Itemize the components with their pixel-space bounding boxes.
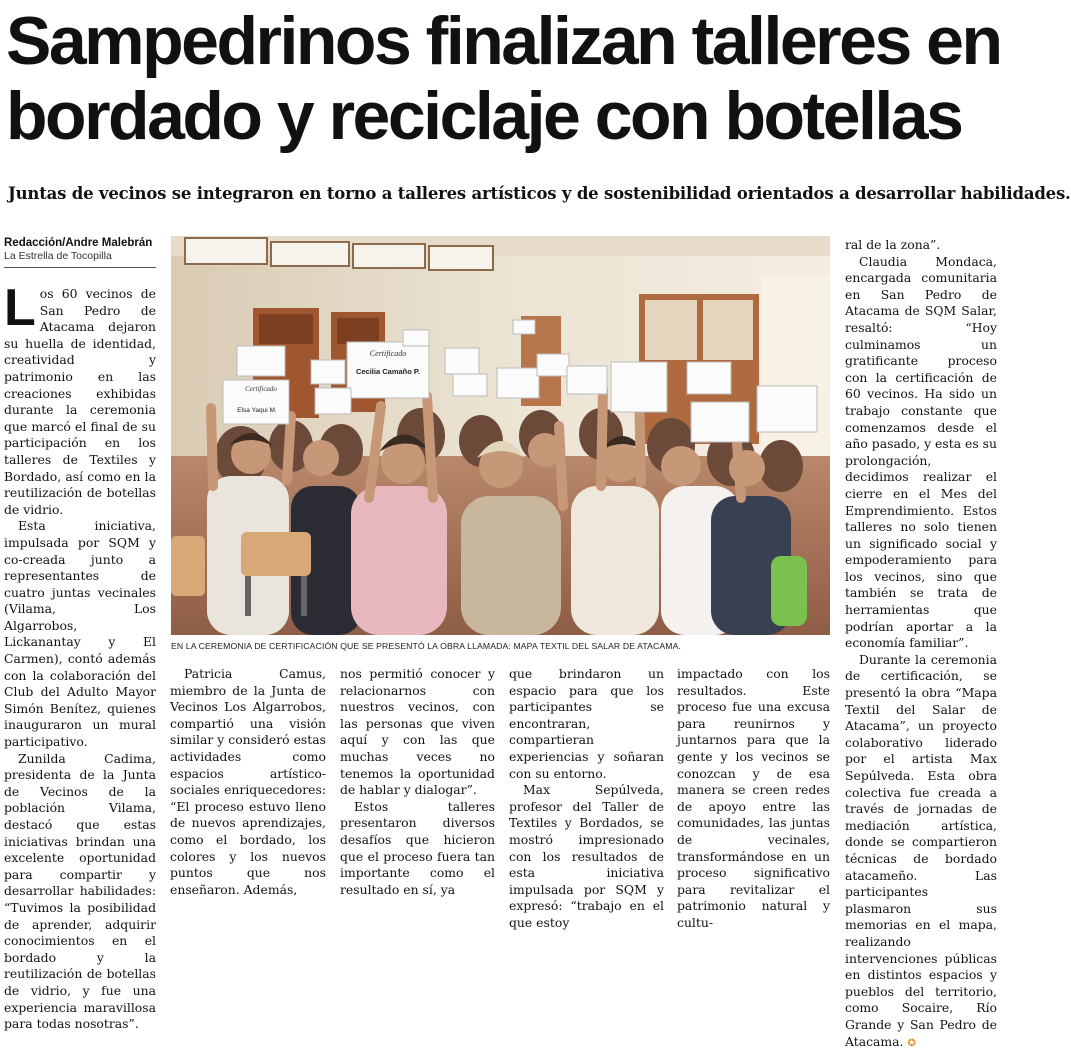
svg-text:Elsa Yaqui M.: Elsa Yaqui M. [237,407,277,414]
svg-text:Certificado: Certificado [245,385,277,393]
article-paragraph: Patricia Camus, miembro de la Junta de Vecinos Los Algarrobos, compartió una visión similar y consideró estas actividades como espacios artístico-sociales enriquecedores: “El proceso estuvo lleno de nuevos aprendizajes, como el bordado, los colores y los nuevos puntos que nos enseñaron. Además, [170,666,326,897]
article-paragraph: Durante la ceremonia de certificación, se presentó la obra “Mapa Textil del Salar de Atacama”, un proyecto colaborativo liderado por el artista Max Sepúlveda. Esta obra colectiva fue creada a través de jornadas de mediación artística, donde se compartieron técnicas de bordado atacameño. Las participantes plasmaron sus memorias en el mapa, realizando intervenciones públicas en distintos espacios y pueblos del territorio, como Socaire, Río Grande y San Pedro de Atacama. ✪ [845,651,997,1049]
svg-text:Certificado: Certificado [369,349,407,358]
article-column-5 [677,666,830,930]
article-column-3 [340,666,495,897]
article-paragraph: Zunilda Cadima, presidenta de la Junta de Vecinos de la población Vilama, destacó que estas iniciativas brindan una excelente oportunidad para compartir y desarrollar habilidades: “Tuvimos la posibilidad de aprender, adquirir conocimientos en el bordado y la reutilización de botellas de vidrio, y fue una experiencia maravillosa para todas nosotras”. [4,750,156,1032]
article-paragraph: Claudia Mondaca, encargada comunitaria en San Pedro de Atacama de SQM Salar, resaltó: “Hoy culminamos un gratificante proceso con la certificación de 60 vecinos. Ha sido un trabajo constante que comenzamos desde el año pasado, y esta es su prolongación, decidimos realizar el cierre en el Mes del Emprendimiento. Estos talleres no solo tienen un significado social y empoderamiento para los vecinos, sino que también se trata de herramientas que podrían aportar a la economía familiar”. [845,253,998,651]
deck-subtitle: Juntas de vecinos se integraron en torno a talleres artísticos y de sostenibilidad orientados a desarrollar habilidades. [8,184,1071,203]
headline-line-2: bordado y reciclaje con botellas [6,78,962,154]
end-mark-icon: ✪ [907,1037,916,1049]
article-column-6 [845,237,998,1049]
byline-divider [4,267,156,268]
article-paragraph: nos permitió conocer y relacionarnos con nuestros vecinos, con las personas que viven aquí y con las que muchas veces no tenemos la oportunidad de hablar y dialogar”. [340,666,495,798]
photo-caption: EN LA CEREMONIA DE CERTIFICACIÓN QUE SE PRESENTÓ LA OBRA LLAMADA: MAPA TEXTIL DEL SALAR DE ATACAMA. [171,641,682,651]
svg-text:Cecilia Camaño P.: Cecilia Camaño P. [355,367,421,376]
article-paragraph: Estos talleres presentaron diversos desafíos que hicieron que el proceso fuera tan importante como el resultado en sí, ya [340,798,495,897]
article-paragraph: Los 60 vecinos de San Pedro de Atacama dejaron su huella de identidad, creatividad y patrimonio en las creaciones exhibidas durante la ceremonia que marcó el final de su participación en los talleres de Textiles y Bordado, así como en la reutilización de botellas de vidrio. [4,279,156,517]
byline-outlet: La Estrella de Tocopilla [4,250,112,262]
headline-line-1: Sampedrinos finalizan talleres en [6,3,1001,79]
article-paragraph: Esta iniciativa, impulsada por SQM y co-creada junto a representantes de cuatro juntas vecinales (Vilama, Los Algarrobos, Lickanantay y El Carmen), contó además con la colaboración del Club del Adulto Mayor Simón Benítez, quienes inauguraron un mural participativo. [4,518,156,750]
article-paragraph: que brindaron un espacio para que los participantes se encontraran, compartieran experiencias y soñaran con su entorno. [509,666,664,781]
article-paragraph: impactado con los resultados. Este proceso fue una excusa para reunirnos y juntarnos para que la gente y los vecinos se conozcan y de esa manera se creen redes de apoyo entre las comunidades, las juntas de vecinales, transformándose en un proceso significativo para revitalizar el patrimonio natural y cultu- [677,666,830,930]
article-paragraph: ral de la zona”. [845,237,941,252]
dropcap: L [4,279,36,337]
headline [6,3,1001,154]
article-paragraph: Max Sepúlveda, profesor del Taller de Textiles y Bordados, se mostró impresionado con los resultados de esta iniciativa impulsada por SQM y expresó: “trabajo en el que estoy [509,782,664,930]
article-column-2 [170,666,326,897]
byline-author: Redacción/Andre Malebrán [4,237,153,249]
byline [4,236,156,263]
article-column-1 [4,279,156,1032]
article-column-4 [509,666,664,930]
ceremony-photo [171,236,830,635]
